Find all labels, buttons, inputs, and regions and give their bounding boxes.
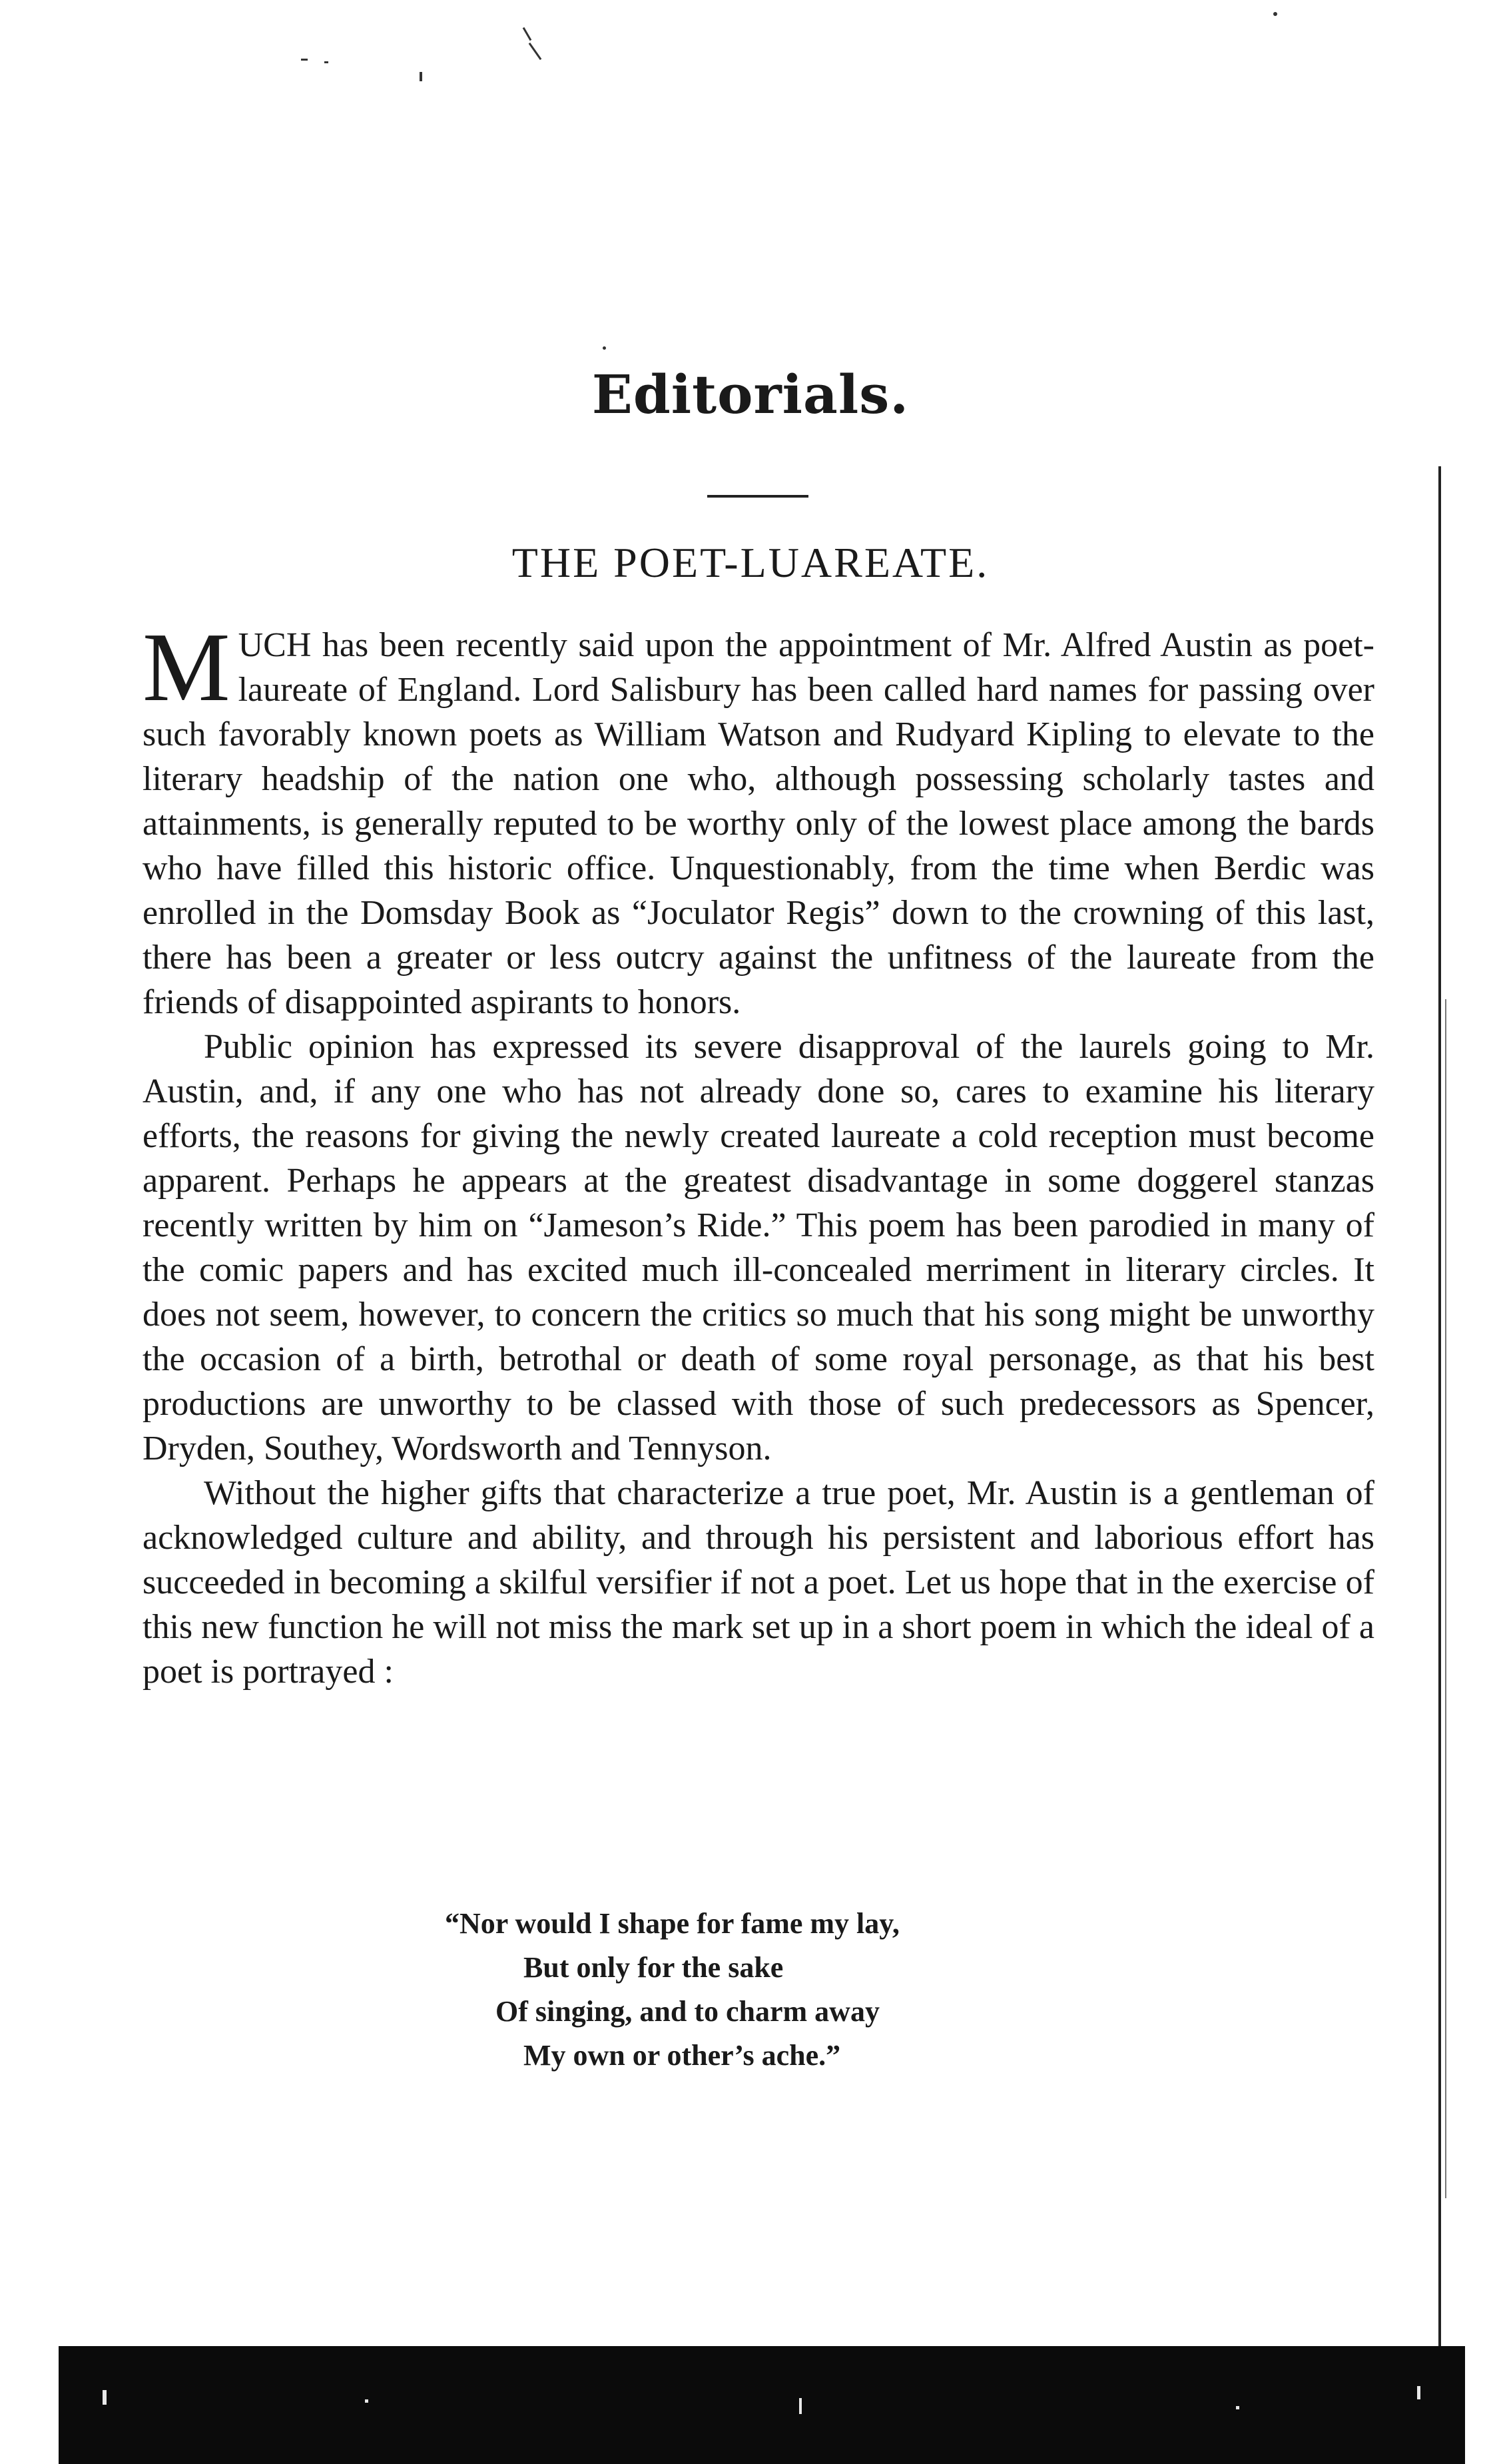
article-title: THE POET-LUAREATE.	[511, 539, 990, 586]
poem-line: “Nor would I shape for fame my lay,	[445, 1907, 900, 1940]
paragraph	[143, 613, 1374, 1025]
scan-speck	[420, 72, 422, 81]
scan-speck	[799, 2398, 802, 2414]
scan-speck	[324, 61, 328, 63]
drop-cap: M	[143, 613, 230, 722]
scan-border-bar	[59, 2346, 1465, 2464]
scan-speck	[603, 346, 606, 350]
poem-line: Of singing, and to charm away	[495, 1995, 880, 2028]
paragraph: Public opinion has expressed its severe disapproval of the laurels going to Mr. Austin, and, if any one who has not already done so, cares to examine his literary efforts, the reasons for giving the newly created laureate a cold reception must become apparent. Perhaps he appears at the greatest disadvantage in some doggerel stanzas recently written by him on “Jameson’s Ride.” This poem has been parodied in many of the comic papers and has excited much ill-concealed merriment in literary circles. It does not seem, however, to concern the critics so much that his song might be unworthy the occasion of a birth, betrothal or death of some royal personage, as that his best productions are unworthy to be classed with those of such predecessors as Spencer, Dryden, Southey, Wordsworth and Tennyson.	[143, 1028, 1374, 1467]
page-edge-rule	[1438, 466, 1441, 2358]
scan-speck	[1236, 2406, 1239, 2409]
poem-line: But only for the sake	[523, 1951, 784, 1984]
poem-line: My own or other’s ache.”	[523, 2039, 841, 2072]
scan-speck	[529, 43, 542, 60]
scan-speck	[365, 2399, 368, 2403]
poem-quote	[445, 1902, 900, 2078]
section-heading: Editorials.	[591, 363, 910, 426]
scan-speck	[1417, 2386, 1420, 2399]
paragraph: Without the higher gifts that characterize a true poet, Mr. Austin is a gentleman of acknowledged culture and ability, and through his persistent and laborious effort has succeeded in becoming a skilful versifier if not a poet. Let us hope that in the exercise of this new function he will not miss the mark set up in a short poem in which the ideal of a poet is portrayed :	[143, 1474, 1374, 1691]
scan-speck	[1273, 12, 1277, 16]
paragraph-text: UCH has been recently said upon the appointment of Mr. Alfred Austin as poet-laureate of England. Lord Salisbury has been called hard names for passing over such favorably known poets as William Watson and Rudyard Kipling to elevate to the literary headship of the nation one who, although possessing scholarly tastes and attainments, is generally reputed to be worthy only of the lowest place among the bards who have filled this historic office. Unquestionably, from the time when Berdic was enrolled in the Domsday Book as “Joculator Regis” down to the crowning of this last, there has been a greater or less outcry against the unfitness of the laureate from the friends of disappointed aspirants to honors.	[143, 626, 1374, 1021]
scan-speck	[301, 59, 308, 61]
article-body	[143, 613, 1374, 1694]
scan-speck	[103, 2390, 107, 2405]
heading-divider	[707, 495, 808, 498]
scan-speck	[523, 27, 532, 41]
page-edge-rule	[1445, 999, 1446, 2198]
